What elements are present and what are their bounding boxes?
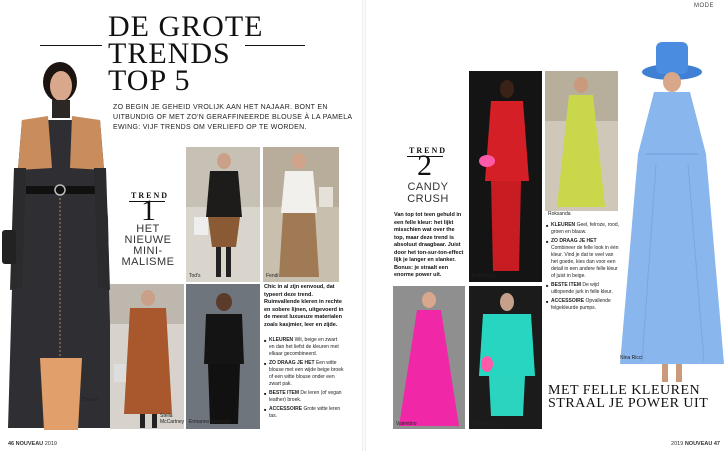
caption-stella-mccartney: Stella McCartney: [160, 413, 185, 425]
photo-nina-ricci-model: [616, 34, 728, 384]
trend-2-bullet-item: ■ BESTE ITEM De wijd uitlopende jurk in felle kleur.: [546, 282, 620, 296]
photo-stella-mccartney: [110, 284, 184, 429]
caption-nina-ricci: Nina Ricci: [620, 355, 643, 361]
folio-right: 2019 NOUVEAU 47: [671, 441, 720, 447]
trend-1-name-2: NIEUWE: [124, 234, 172, 246]
trend-1-number: 1: [141, 194, 156, 227]
page-title-line-3: TOP 5: [108, 64, 191, 97]
page-title-line-2: TRENDS: [108, 37, 231, 70]
photo-tods: [186, 147, 260, 282]
photo-balenciaga-teal: [469, 286, 542, 429]
trend-2-bullet-how: ■ ZO DRAAG JE HET Combineer de felle look in één kleur. Vind je dat te veel van het goede, kies dan voor een detail in een andere felle kleur of juist in beige.: [546, 238, 620, 280]
trend-1-bullet-how: ■ ZO DRAAG JE HET Een witte blouse met een wijde beige broek of een witte blouse onder een zwart pak.: [264, 360, 344, 388]
page-title-line-1: DE GROTE: [108, 10, 264, 43]
title-rule-right: [245, 45, 305, 46]
photo-valentino: [393, 286, 465, 429]
trend-1-bullets: [264, 337, 344, 422]
closing-headline: MET FELLE KLEUREN STRAAL JE POWER UIT: [548, 383, 709, 411]
trend-2-bullet-colors: ■ KLEUREN Geel, felroze, rood, groen en blauw.: [546, 222, 620, 236]
caption-roksanda: Roksanda: [548, 211, 571, 217]
trend-1-name-3: MINI-: [133, 245, 163, 257]
intro-text: ZO BEGIN JE GEHEID VROLIJK AAN HET NAJAAR. BONT EN UITBUNDIG OF MET ZO'N GERAFFINEERDE BLOUSE À LA PAMELA EWING: VIJF TRENDS OM VERLIEFD OP TE WORDEN.: [113, 104, 352, 131]
caption-chanel: Chanel: [82, 397, 98, 403]
trend-1-body: Chic in al zijn eenvoud, dat typeert deze trend. Ruimvallende kleren in rechte en sobere lijnen, uitgevoerd in de meest luxueuze materialen zoals kasjmier, leer en zijde.: [264, 284, 344, 328]
folio-left: 46 NOUVEAU 2019: [8, 441, 57, 447]
trend-2-label: TREND: [409, 146, 448, 155]
page-gutter: [362, 0, 366, 451]
trend-1-bullet-accessory: ■ ACCESSOIRE Grote witte leren tas.: [264, 406, 344, 420]
photo-chanel-model: [0, 58, 120, 430]
trend-2-body: Van top tot teen gehuld in een felle kleur: het lijkt misschien wat over the top, maar deze trend is absoluut draagbaar. Juist door het ton-sur-ton-effect lijk je langer en slanker. Bonus: je straalt een enorme power uit.: [394, 212, 464, 278]
title-rule-left: [40, 45, 102, 46]
caption-ermanno-scervino: Ermanno Scervino: [189, 419, 231, 425]
photo-balenciaga-red: [469, 71, 542, 282]
caption-balenciaga-teal: Balenciaga: [472, 421, 497, 427]
trend-1-label: TREND: [131, 191, 170, 200]
trend-2-name-2: CRUSH: [407, 193, 449, 205]
caption-balenciaga-red: Balenciaga: [472, 273, 497, 279]
caption-tods: Tod's: [189, 273, 201, 279]
section-tag: MODE: [694, 3, 714, 9]
trend-1-name-1: HET: [136, 223, 160, 235]
caption-fendi: Fendi: [266, 273, 279, 279]
photo-ermanno-scervino: [186, 284, 260, 429]
trend-1-name-4: MALISME: [121, 256, 175, 268]
caption-valentino: Valentino: [396, 421, 417, 427]
trend-2-bullet-accessory: ■ ACCESSOIRE Opvallende felgekleurde pumps.: [546, 298, 620, 312]
trend-1-bullet-item: ■ BESTE ITEM De leren (of vegan leather) broek.: [264, 390, 344, 404]
trend-2-number: 2: [417, 149, 432, 182]
photo-roksanda: [545, 71, 618, 211]
trend-1-bullet-colors: ■ KLEUREN Wit, beige en zwart en dan het liefst de kleuren met elkaar gecombineerd.: [264, 337, 344, 358]
photo-fendi: [263, 147, 339, 282]
trend-2-name-1: CANDY: [407, 181, 449, 193]
trend-2-bullets: [546, 222, 620, 314]
